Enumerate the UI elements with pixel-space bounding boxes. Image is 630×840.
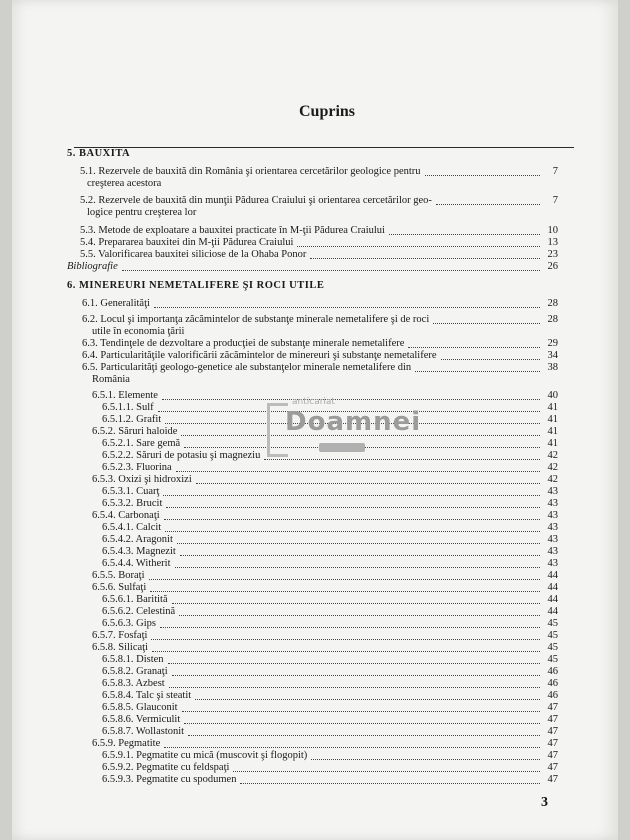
toc-entry: 6.5.9.1. Pegmatite cu mică (muscovit şi flogopit) [102, 750, 308, 761]
toc-entry: 6.5.8.7. Wollastonit [102, 726, 185, 737]
toc-leader-dots [233, 771, 540, 772]
toc-page-number: 38 [547, 362, 558, 373]
toc-entry: 6.5.9.3. Pegmatite cu spodumen [102, 774, 237, 785]
toc-leader-dots [168, 663, 540, 664]
toc-leader-dots [441, 359, 540, 360]
toc-entry: 6.5.7. Fosfaţi [92, 630, 148, 641]
toc-page-number: 47 [547, 702, 558, 713]
toc-leader-dots [150, 591, 540, 592]
toc-entry: 6.5.8.5. Glauconit [102, 702, 178, 713]
toc-leader-dots [176, 471, 540, 472]
toc-leader-dots [172, 603, 540, 604]
toc-leader-dots [415, 371, 540, 372]
toc-leader-dots [436, 204, 540, 205]
watermark-tag [319, 443, 365, 452]
toc-leader-dots [172, 675, 540, 676]
toc-page-number: 43 [547, 546, 558, 557]
toc-page-number: 46 [547, 678, 558, 689]
toc-entry: 6.5.8.2. Granaţi [102, 666, 168, 677]
toc-leader-dots [179, 615, 540, 616]
toc-entry: 6.5.8.6. Vermiculit [102, 714, 181, 725]
toc-page-number: 47 [547, 774, 558, 785]
toc-leader-dots [164, 519, 540, 520]
toc-entry: 6.4. Particularităţile valorificării zăcămintelor de minereuri şi substanţe nemetalifere [82, 350, 437, 361]
toc-page-number: 43 [547, 522, 558, 533]
toc-leader-dots [154, 307, 540, 308]
toc-leader-dots [169, 687, 540, 688]
toc-entry: 6.5.4.2. Aragonit [102, 534, 173, 545]
toc-entry: 6.5.8.1. Disten [102, 654, 164, 665]
toc-leader-dots [188, 735, 540, 736]
toc-leader-dots [180, 555, 540, 556]
toc-page-number: 44 [547, 594, 558, 605]
toc-leader-dots [240, 783, 540, 784]
toc-entry: 6.5.9. Pegmatite [92, 738, 161, 749]
watermark-big-text: Doamnei [285, 407, 422, 437]
toc-entry: 6.5.8.3. Azbest [102, 678, 165, 689]
toc-page-number: 28 [547, 314, 558, 325]
toc-entry: logice pentru creşterea lor [87, 207, 197, 218]
toc-entry: 6.5.6. Sulfaţi [92, 582, 147, 593]
toc-page-number: 43 [547, 534, 558, 545]
toc-entry: 5.5. Valorificarea bauxitei siliciose de la Ohaba Ponor [80, 249, 307, 260]
toc-leader-dots [166, 507, 540, 508]
toc-page-number: 47 [547, 750, 558, 761]
toc-page-number: 41 [547, 414, 558, 425]
toc-page-number: 46 [547, 690, 558, 701]
toc-page-number: 43 [547, 558, 558, 569]
toc-page-number: 46 [547, 666, 558, 677]
toc-entry: România [92, 374, 130, 385]
toc-entry: 6.1. Generalităţi [82, 298, 150, 309]
toc-entry: Bibliografie [67, 261, 118, 272]
toc-leader-dots [163, 495, 540, 496]
toc-entry: 6.5.2.2. Săruri de potasiu şi magneziu [102, 450, 261, 461]
toc-entry: 6.5.2.3. Fluorina [102, 462, 172, 473]
toc-page-number: 29 [547, 338, 558, 349]
toc-entry: 5.1. Rezervele de bauxită din România şi orientarea cercetărilor geologice pentru [80, 166, 421, 177]
toc-entry: 6.5.4. Carbonaţi [92, 510, 160, 521]
toc-entry: utile în economia ţării [92, 326, 185, 337]
toc-entry: 6.5.8. Silicaţi [92, 642, 148, 653]
toc-entry: 6.5.6.3. Gips [102, 618, 156, 629]
toc-leader-dots [311, 759, 540, 760]
toc-page-number: 45 [547, 642, 558, 653]
toc-page-number: 41 [547, 438, 558, 449]
toc-leader-dots [177, 543, 540, 544]
toc-entry: 6.5.3. Oxizi şi hidroxizi [92, 474, 192, 485]
toc-leader-dots [152, 651, 540, 652]
toc-entry: 6.5.1.1. Sulf [102, 402, 154, 413]
toc-page-number: 7 [552, 166, 558, 177]
toc-page-number: 45 [547, 654, 558, 665]
toc-entry: 6.5.4.3. Magnezit [102, 546, 176, 557]
toc-page-number: 43 [547, 498, 558, 509]
toc-page-number: 44 [547, 606, 558, 617]
toc-entry: 6.5.5. Boraţi [92, 570, 145, 581]
toc-leader-dots [122, 270, 540, 271]
toc-leader-dots [184, 723, 540, 724]
watermark [267, 395, 422, 465]
toc-entry: 6.5.3.2. Brucit [102, 498, 163, 509]
toc-leader-dots [297, 246, 540, 247]
toc-entry: 6.5.1.2. Grafit [102, 414, 162, 425]
toc-page-number: 40 [547, 390, 558, 401]
toc-entry: 6.5.2.1. Sare gemă [102, 438, 181, 449]
toc-page-number: 26 [547, 261, 558, 272]
toc-leader-dots [149, 579, 541, 580]
top-rule [74, 147, 574, 148]
toc-entry: 5.2. Rezervele de bauxită din munţii Pădurea Craiului şi orientarea cercetărilor geo- [80, 195, 432, 206]
toc-leader-dots [196, 483, 540, 484]
toc-page-number: 42 [547, 450, 558, 461]
book-page [12, 0, 618, 840]
toc-leader-dots [175, 567, 540, 568]
toc-page-number: 47 [547, 726, 558, 737]
toc-page-number: 47 [547, 714, 558, 725]
toc-page-number: 28 [547, 298, 558, 309]
toc-entry: 6. MINEREURI NEMETALIFERE ŞI ROCI UTILE [67, 280, 325, 291]
toc-leader-dots [165, 531, 540, 532]
toc-entry: 5. BAUXITA [67, 148, 131, 159]
toc-page-number: 43 [547, 486, 558, 497]
toc-page-number: 42 [547, 474, 558, 485]
toc-page-number: 47 [547, 762, 558, 773]
toc-page-number: 23 [547, 249, 558, 260]
toc-page-number: 41 [547, 402, 558, 413]
toc-entry: 6.5.4.1. Calcit [102, 522, 162, 533]
toc-leader-dots [408, 347, 540, 348]
toc-page-number: 13 [547, 237, 558, 248]
toc-leader-dots [164, 747, 540, 748]
toc-entry: 6.2. Locul şi importanţa zăcămintelor de substanţe minerale nemetalifere şi de roci [82, 314, 430, 325]
watermark-small-text: anticariat [292, 397, 335, 407]
toc-leader-dots [160, 627, 540, 628]
toc-page-number: 10 [547, 225, 558, 236]
toc-entry: 6.5.9.2. Pegmatite cu feldspaţi [102, 762, 230, 773]
toc-leader-dots [425, 175, 540, 176]
page-title: Cuprins [298, 103, 356, 120]
toc-leader-dots [182, 711, 540, 712]
toc-page-number: 45 [547, 618, 558, 629]
toc-page-number: 7 [552, 195, 558, 206]
toc-leader-dots [151, 639, 540, 640]
toc-leader-dots [195, 699, 540, 700]
toc-entry: 6.5.3.1. Cuarţ [102, 486, 160, 497]
toc-entry: 6.5. Particularităţi geologo-genetice ale substanţelor minerale nemetalifere din [82, 362, 412, 373]
toc-entry: 5.3. Metode de exploatare a bauxitei practicate în M-ţii Pădurea Craiului [80, 225, 385, 236]
page-number: 3 [541, 795, 548, 810]
toc-entry: 6.5.6.1. Baritită [102, 594, 168, 605]
toc-entry: 6.3. Tendinţele de dezvoltare a producţiei de substanţe minerale nemetalifere [82, 338, 405, 349]
toc-entry: 6.5.2. Săruri haloide [92, 426, 178, 437]
toc-page-number: 47 [547, 738, 558, 749]
toc-page-number: 45 [547, 630, 558, 641]
toc-page-number: 41 [547, 426, 558, 437]
toc-entry: 6.5.4.4. Witherit [102, 558, 171, 569]
toc-entry: 5.4. Prepararea bauxitei din M-ţii Pădurea Craiului [80, 237, 294, 248]
toc-page-number: 43 [547, 510, 558, 521]
toc-leader-dots [310, 258, 540, 259]
toc-page-number: 44 [547, 570, 558, 581]
toc-leader-dots [389, 234, 540, 235]
toc-page-number: 34 [547, 350, 558, 361]
toc-entry: 6.5.8.4. Talc şi steatit [102, 690, 192, 701]
toc-entry: 6.5.1. Elemente [92, 390, 158, 401]
toc-leader-dots [433, 323, 540, 324]
toc-page-number: 44 [547, 582, 558, 593]
toc-entry: creşterea acestora [87, 178, 162, 189]
toc-page-number: 42 [547, 462, 558, 473]
toc-entry: 6.5.6.2. Celestină [102, 606, 176, 617]
